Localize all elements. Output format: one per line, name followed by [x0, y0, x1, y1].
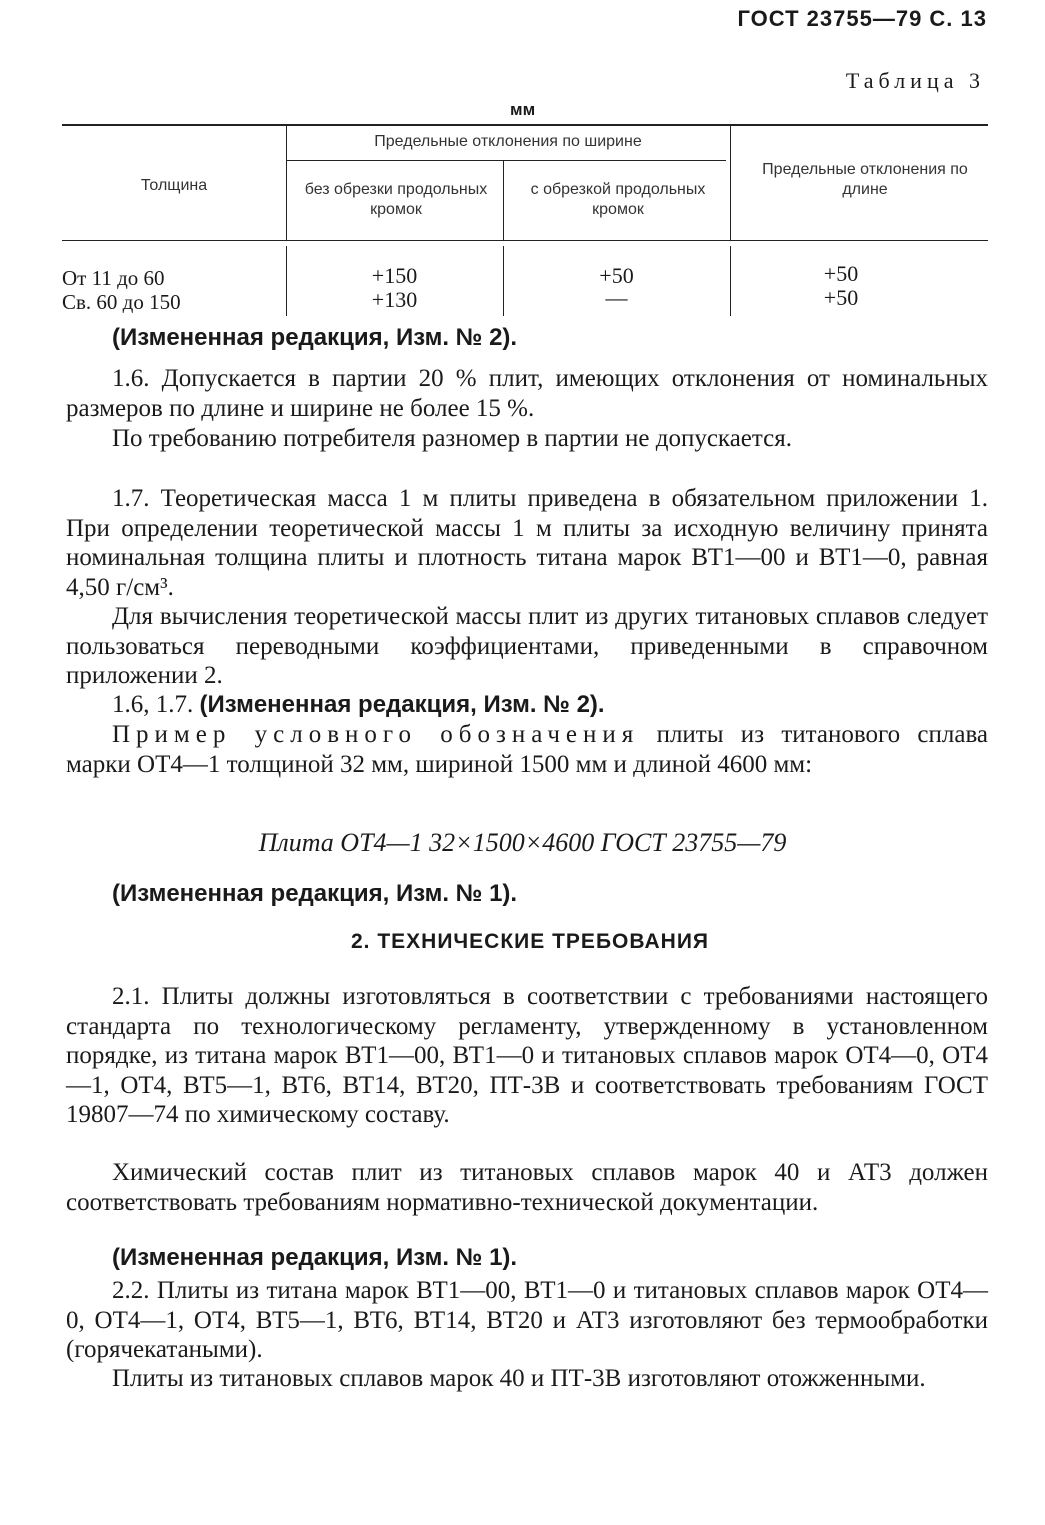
header-thickness: Толщина: [140, 177, 208, 194]
row-length-value: +50: [823, 261, 859, 286]
table-header-rule: [62, 240, 988, 241]
row-no-trim-value: +130: [371, 287, 418, 312]
table-subheader-rule: [286, 160, 726, 161]
row-thickness: От 11 до 60: [62, 266, 165, 290]
row-thickness: Св. 60 до 150: [62, 290, 181, 314]
header-no-trim: без обрезки продольных кромок: [304, 181, 488, 218]
paragraph-2-2: 2.2. Плиты из титана марок ВТ1—00, ВТ1—0 и титановых сплавов марок ОТ4—0, ОТ4—1, ОТ4, ВТ5—1, ВТ6, ВТ14, ВТ20 и АТ3 изготовляют без термообработки (горячекатаными).: [66, 1277, 988, 1364]
example-designation: Плита ОТ4—1 32×1500×4600 ГОСТ 23755—79: [258, 828, 787, 857]
row-trim-value: +50: [599, 263, 634, 288]
amendment-note: (Измененная редакция, Изм. № 1).: [112, 1244, 518, 1271]
paragraph-2-2-b: Плиты из титановых сплавов марок 40 и ПТ-3В изготовляют отожженными.: [112, 1365, 926, 1392]
paragraph-1-7: 1.7. Теоретическая масса 1 м плиты приведена в обязательном приложении 1. При определении теоретической массы 1 м плиты за исходную величину принята номинальная толщина плиты и плотность титана марок ВТ1—00 и ВТ1—0, равная 4,50 г/см³.: [66, 485, 988, 601]
section-title: 2. ТЕХНИЧЕСКИЕ ТРЕБОВАНИЯ: [350, 930, 710, 953]
table-divider: [730, 124, 731, 240]
paragraph-1-6: 1.6. Допускается в партии 20 % плит, имеющих отклонения от номинальных размеров по длине и ширине не более 15 %.: [66, 365, 988, 422]
amendment-note: (Измененная редакция, Изм. № 2).: [199, 691, 605, 718]
paragraph-2-1-b: Химический состав плит из титановых сплавов марок 40 и АТ3 должен соответствовать требованиям нормативно-технической документации.: [66, 1159, 988, 1216]
example-lead: Пример условного обозначения: [112, 721, 640, 748]
amendment-line: [66, 690, 988, 720]
paragraph-1-6-b: По требованию потребителя разномер в партии не допускается.: [112, 425, 792, 452]
header-trim: с обрезкой продольных кромок: [530, 181, 706, 218]
table-units: мм: [510, 100, 536, 119]
header-length-tolerance: Предельные отклонения по длине: [762, 161, 968, 198]
amendment-note: (Измененная редакция, Изм. № 2).: [112, 324, 518, 351]
row-no-trim-value: +150: [371, 263, 418, 288]
header-width-tolerance: Предельные отклонения по ширине: [374, 133, 642, 150]
example-paragraph: [66, 720, 988, 779]
table-divider: [503, 161, 504, 240]
tolerance-table: [62, 124, 988, 324]
example-text: плиты из титанового сплава марки ОТ4—1 толщиной 32 мм, шириной 1500 мм и длиной 4600 мм:: [66, 721, 989, 778]
table-top-rule: [62, 124, 988, 126]
row-length-value: +50: [823, 285, 859, 310]
row-trim-value: —: [605, 285, 628, 310]
amendment-clause-ref: 1.6, 1.7.: [112, 691, 194, 718]
page-header-reference: ГОСТ 23755—79 С. 13: [737, 6, 987, 31]
paragraph-2-1: 2.1. Плиты должны изготовляться в соответствии с требованиями настоящего стандарта по технологическому регламенту, утвержденному в установленном порядке, из титана марок ВТ1—00, ВТ1—0 и титановых сплавов марок ОТ4—0, ОТ4—1, ОТ4, ВТ5—1, ВТ6, ВТ14, ВТ20, ПТ-3В и соответствовать требованиям ГОСТ 19807—74 по химическому составу.: [66, 983, 988, 1129]
amendment-note: (Измененная редакция, Изм. № 1).: [112, 880, 518, 907]
paragraph-1-7-b: Для вычисления теоретической массы плит из других титановых сплавов следует пользоваться переводными коэффициентами, приведенными в справочном приложении 2.: [66, 603, 988, 690]
table-label: Таблица 3: [845, 68, 985, 93]
